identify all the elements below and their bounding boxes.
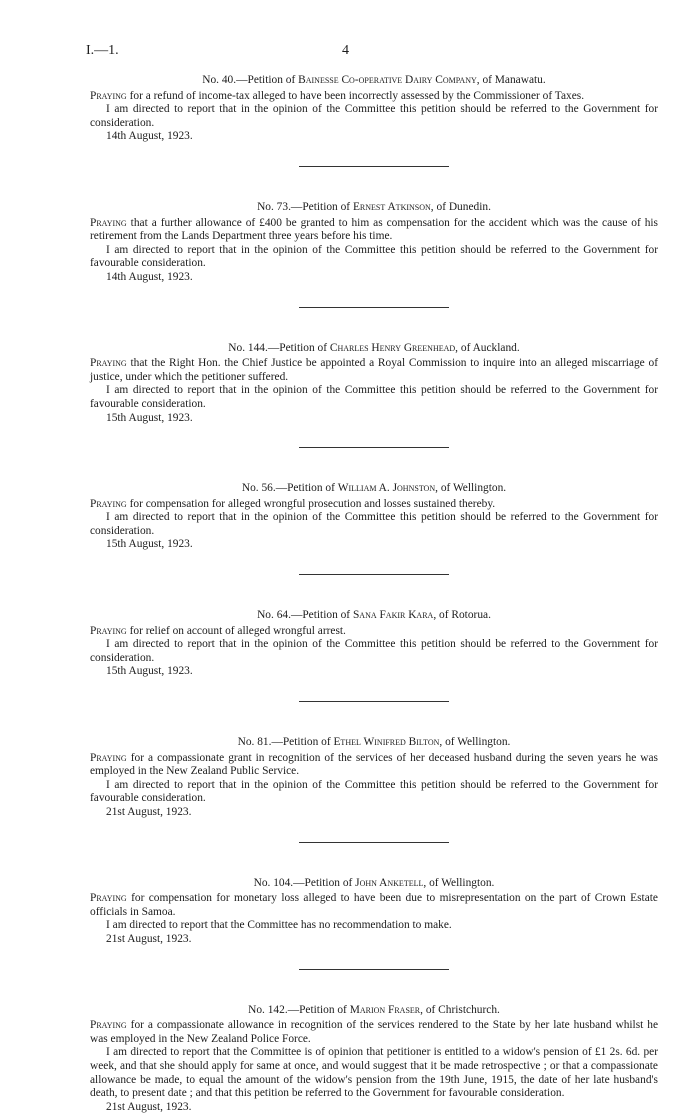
committee-report: I am directed to report that in the opinion of the Committee this petition should be referred to the Government for consideration. (90, 103, 658, 129)
petitioner-name: Ernest Atkinson (352, 200, 431, 213)
petition-number: No. 104. (253, 876, 294, 889)
report-date: 21st August, 1923. (106, 806, 192, 818)
petition-block (90, 197, 658, 308)
praying-paragraph (90, 1019, 658, 1046)
petition-number: No. 73. (257, 200, 291, 213)
petition-number: No. 144. (228, 341, 268, 354)
petition-number: No. 81. (237, 736, 272, 749)
petition-heading: No. 56.—Petition of William A. Johnston, of Wellington. (241, 482, 507, 495)
praying-text: for a refund of income-tax alleged to have been incorrectly assessed by the Commissioner of Taxes. (129, 89, 585, 102)
praying-label: Praying (90, 892, 127, 905)
petition-heading: No. 64.—Petition of Sana Fakir Kara, of Rotorua. (257, 609, 491, 622)
committee-report: I am directed to report that in the opinion of the Committee this petition should be referred to the Government for consideration. (90, 638, 658, 664)
praying-text: that a further allowance of £400 be granted to him as compensation for the accident which was the cause of his retirement from the Lands Department three years before his time. (90, 216, 658, 243)
petitioner-name: Marion Fraser (349, 1003, 421, 1016)
section-divider (299, 701, 449, 702)
praying-paragraph (90, 752, 658, 779)
section-divider (299, 166, 449, 167)
section-divider (299, 447, 449, 448)
committee-report: I am directed to report that in the opinion of the Committee this petition should be referred to the Government for favourable consideration. (90, 243, 658, 270)
praying-paragraph (90, 498, 658, 512)
praying-label: Praying (90, 357, 127, 370)
praying-label: Praying (90, 89, 127, 102)
petitioner-place: of Wellington. (440, 482, 507, 495)
petitioner-name: Sana Fakir Kara (352, 609, 434, 622)
petition-number: No. 142. (248, 1003, 288, 1016)
praying-label: Praying (90, 1019, 127, 1032)
petition-heading: No. 144.—Petition of Charles Henry Greenhead, of Auckland. (228, 341, 520, 354)
petition-heading: No. 104.—Petition of John Anketell, of Wellington. (253, 876, 495, 889)
praying-paragraph (90, 357, 658, 384)
petitioner-place: of Auckland. (460, 341, 520, 354)
report-date: 15th August, 1923. (106, 665, 193, 678)
praying-label: Praying (90, 624, 127, 637)
section-divider (299, 574, 449, 575)
petition-heading: No. 40.—Petition of Bainesse Co-operative Dairy Company, of Manawatu. (202, 74, 546, 86)
petition-block (90, 605, 658, 702)
praying-label: Praying (90, 216, 127, 229)
report-date: 15th August, 1923. (106, 411, 193, 424)
praying-text: for compensation for alleged wrongful prosecution and losses sustained thereby. (129, 497, 496, 510)
committee-report: I am directed to report that the Committee has no recommendation to make. (106, 919, 452, 932)
report-date: 21st August, 1923. (106, 1100, 192, 1113)
petition-block (90, 478, 658, 575)
page-header (86, 44, 660, 60)
petition-block (90, 70, 658, 167)
section-divider (299, 969, 449, 970)
petition-heading: No. 81.—Petition of Ethel Winifred Bilton, of Wellington. (237, 736, 511, 749)
petition-heading: No. 142.—Petition of Marion Fraser, of Christchurch. (248, 1003, 500, 1016)
report-date: 14th August, 1923. (106, 270, 193, 283)
petitioner-place: of Wellington. (429, 876, 495, 889)
petition-number: No. 64. (257, 609, 291, 622)
praying-paragraph (90, 90, 658, 104)
report-date: 14th August, 1923. (106, 130, 193, 143)
praying-paragraph (90, 892, 658, 919)
praying-text: for a compassionate grant in recognition of the services of her deceased husband during the seven years he was employed in the New Zealand Public Service. (90, 751, 658, 778)
committee-report: I am directed to report that in the opinion of the Committee this petition should be referred to the Government for consideration. (90, 511, 658, 537)
praying-label: Praying (90, 497, 127, 510)
petition-heading: No. 73.—Petition of Ernest Atkinson, of Dunedin. (257, 200, 491, 213)
committee-report: I am directed to report that the Committee is of opinion that petitioner is entitled to a widow's pension of £1 2s. 6d. per week, and that she should apply for same at once, and would suggest that it be made retrospective ; or that a compassionate allowance be made, to equal the amount of the widow's pension from the 19th June, 1915, the date of her late husband's death, to present date ; and that this petition be referred to the Government for favourable consideration. (90, 1046, 658, 1100)
praying-text: for relief on account of alleged wrongful arrest. (129, 624, 346, 637)
petitioner-place: of Wellington. (445, 736, 511, 749)
petition-block (90, 873, 658, 970)
petitioner-name: John Anketell (355, 876, 424, 889)
petitioner-place: of Rotorua. (439, 609, 491, 622)
praying-paragraph (90, 625, 658, 639)
section-divider (299, 307, 449, 308)
petition-block (90, 1000, 658, 1115)
petitioner-name: Charles Henry Greenhead (329, 341, 456, 354)
report-date: 21st August, 1923. (106, 932, 192, 945)
petitions-list (90, 70, 658, 1114)
praying-paragraph (90, 217, 658, 244)
praying-text: for compensation for monetary loss alleged to have been due to misrepresentation on the part of Crown Estate officials in Samoa. (90, 892, 658, 918)
petition-block (90, 338, 658, 449)
committee-report: I am directed to report that in the opinion of the Committee this petition should be referred to the Government for favourable consideration. (90, 778, 658, 805)
praying-text: for a compassionate allowance in recognition of the services rendered to the State by her late husband whilst he was employed in the New Zealand Police Force. (90, 1019, 658, 1045)
page-number: 4 (342, 43, 349, 58)
petition-number: No. 40. (202, 74, 237, 86)
petitioner-name: Bainesse Co-operative Dairy Company (298, 74, 477, 86)
petitioner-place: of Manawatu. (482, 74, 546, 86)
petition-number: No. 56. (241, 482, 276, 495)
praying-text: that the Right Hon. the Chief Justice be appointed a Royal Commission to inquire into an alleged miscarriage of justice, under which the petitioner suffered. (90, 357, 658, 383)
petitioner-name: William A. Johnston (337, 482, 436, 495)
petitioner-place: of Christchurch. (425, 1003, 500, 1016)
praying-label: Praying (90, 751, 127, 764)
petitioner-name: Ethel Winifred Bilton (333, 736, 440, 749)
petitioner-place: of Dunedin. (436, 200, 491, 213)
committee-report: I am directed to report that in the opinion of the Committee this petition should be referred to the Government for favourable consideration. (90, 384, 658, 410)
report-date: 15th August, 1923. (106, 538, 193, 551)
petition-block (90, 732, 658, 843)
page-reference: I.—1. (86, 43, 119, 58)
section-divider (299, 842, 449, 843)
